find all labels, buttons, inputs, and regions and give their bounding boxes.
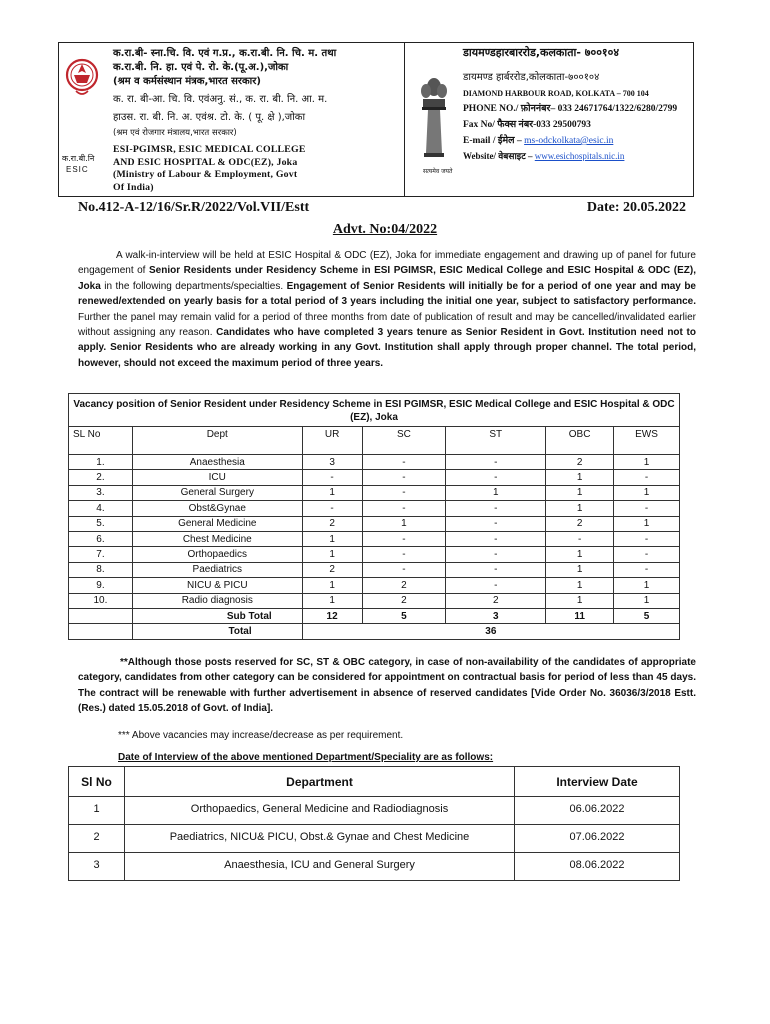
table-cell: 2 [546, 455, 614, 470]
logo-text: ESIC [66, 165, 89, 174]
email-separator: – [514, 136, 525, 146]
col-header: Department [125, 767, 515, 797]
table-cell: - [302, 470, 362, 485]
table-cell: - [446, 547, 546, 562]
table-cell: 1 [546, 578, 614, 593]
email-link[interactable]: ms-odckolkata@esic.in [524, 136, 614, 146]
table-row [69, 547, 680, 562]
esic-logo-icon [65, 55, 99, 103]
table-cell: 1 [546, 470, 614, 485]
intro-bold-2: Engagement of Senior Residents will initially be for a period of one year and may be renewed/extended on yearly basis for a total period of 3 years including the initial one year, subject to satisfactory performance. [78, 280, 696, 308]
table-cell: - [362, 470, 446, 485]
table-cell: 1 [302, 531, 362, 546]
table-cell: 1 [446, 485, 546, 500]
vacancy-header-row [69, 427, 680, 455]
table-cell: 2 [446, 593, 546, 608]
table-row [69, 578, 680, 593]
total-value: 36 [302, 624, 679, 639]
table-cell: 1 [614, 578, 680, 593]
hindi-line-5: हाउस. रा. बी. नि. अ. एवंश्र. टो. के. ( पू. क्षे ),जोका [113, 112, 306, 123]
table-cell: 3 [302, 455, 362, 470]
letterhead [58, 42, 694, 197]
phone-line [463, 101, 677, 114]
table-cell: - [546, 531, 614, 546]
issue-date: Date: 20.05.2022 [586, 200, 686, 215]
intro-text-2: in the following departments/specialties. [100, 280, 287, 292]
table-cell: 1 [302, 578, 362, 593]
col-header: SL No [69, 427, 133, 455]
website-separator: – [525, 151, 535, 161]
col-header: Interview Date [515, 767, 680, 797]
table-cell: 2 [362, 593, 446, 608]
institute-line-3: (Ministry of Labour & Employment, Govt [113, 169, 298, 180]
table-cell: Anaesthesia [132, 455, 302, 470]
vacancy-caption: Vacancy position of Senior Resident under Residency Scheme in ESI PGIMSR, ESIC Medical College and ESIC Hospital & ODC (EZ), Joka [69, 394, 680, 427]
fax-line [463, 117, 591, 130]
col-header: ST [446, 427, 546, 455]
table-cell: 3. [69, 485, 133, 500]
table-cell: - [446, 455, 546, 470]
interview-table [68, 766, 680, 881]
table-cell: - [302, 501, 362, 516]
subtotal-st: 3 [446, 608, 546, 623]
table-row [69, 853, 680, 881]
table-cell: 07.06.2022 [515, 825, 680, 853]
table-row [69, 501, 680, 516]
table-cell: 4. [69, 501, 133, 516]
table-cell: - [614, 547, 680, 562]
col-header: EWS [614, 427, 680, 455]
table-cell: 2 [302, 516, 362, 531]
fax-label: Fax No/ फैक्स नंबर [463, 120, 534, 130]
address-english: DIAMOND HARBOUR ROAD, KOLKATA – 700 104 [463, 89, 649, 98]
table-cell: - [362, 562, 446, 577]
col-header: UR [302, 427, 362, 455]
table-cell: - [446, 578, 546, 593]
table-row [69, 593, 680, 608]
intro-bold-1: Senior Residents under Residency Scheme in ESI PGIMSR, ESIC Medical College and ESIC Hospital & ODC (EZ), Joka [78, 265, 696, 292]
institute-line-4: Of India) [113, 181, 154, 193]
table-cell [69, 624, 133, 639]
table-cell: 2 [362, 578, 446, 593]
table-cell: - [614, 470, 680, 485]
col-header: SC [362, 427, 446, 455]
table-cell: - [362, 485, 446, 500]
table-cell: 5. [69, 516, 133, 531]
table-cell: Obst&Gynae [132, 501, 302, 516]
hindi-line-1: क.रा.बी- स्ना.चि. वि. एवं ग.प्र., क.रा.बी. नि. चि. म. तथा [113, 48, 337, 59]
table-cell: General Surgery [132, 485, 302, 500]
subtotal-ews: 5 [614, 608, 680, 623]
table-cell: 1 [546, 485, 614, 500]
hindi-line-2: क.रा.बी. नि. हा. एवं पे. रो. के.(पू.अ.),जोका [113, 62, 289, 73]
address-hindi: डायमण्ड हार्बररोड,कोलकाता-७००१०४ [463, 72, 600, 83]
reference-number: No.412-A-12/16/Sr.R/2022/Vol.VII/Estt [78, 200, 310, 215]
hindi-line-6: (श्रम एवं रोजगार मंत्रालय,भारत सरकार) [113, 128, 237, 138]
table-cell: - [614, 531, 680, 546]
table-cell: 1 [614, 593, 680, 608]
table-cell: 1 [614, 455, 680, 470]
table-cell: - [362, 501, 446, 516]
table-row [69, 470, 680, 485]
table-cell: 1 [302, 593, 362, 608]
table-cell: 1 [362, 516, 446, 531]
subtotal-obc: 11 [546, 608, 614, 623]
table-cell: Radio diagnosis [132, 593, 302, 608]
table-cell: Orthopaedics [132, 547, 302, 562]
vacancy-change-note: *** Above vacancies may increase/decrease as per requirement. [118, 730, 404, 741]
col-header: Dept [132, 427, 302, 455]
table-cell: Orthopaedics, General Medicine and Radiodiagnosis [125, 797, 515, 825]
table-cell: 1 [302, 485, 362, 500]
table-row [69, 562, 680, 577]
hindi-line-3: (श्रम व कर्मसंस्थान मंत्रक,भारत सरकार) [113, 76, 261, 87]
reserved-posts-note: **Although those posts reserved for SC, ST & OBC category, in case of non-availability of the candidates of appropriate category, candidates from other category can be considered for appointment on contractual basis for period of less than 45 days. The contract will be renewable with further advertisement in absence of reserved candidates [Vide Order No. 36036/3/2018 Estt. (Res.) dated 15.05.2018 of Govt. of India]. [78, 657, 696, 715]
intro-bold-3: Candidates who have completed 3 years tenure as Senior Resident in Govt. Institution need not to apply. Senior Residents who are already working in any Govt. Institution shall apply through proper channel. The total period, however, should not exceed the maximum period of three years. [78, 327, 696, 369]
address-bengali: डायमण्डहारबाररोड,कलकाता- ७००१०४ [463, 46, 620, 59]
table-cell: 2 [302, 562, 362, 577]
table-cell: - [614, 562, 680, 577]
advertisement-number [0, 222, 770, 238]
table-cell: 6. [69, 531, 133, 546]
table-cell: 2. [69, 470, 133, 485]
table-cell: - [446, 501, 546, 516]
table-row [69, 531, 680, 546]
table-cell: Chest Medicine [132, 531, 302, 546]
letterhead-left [105, 43, 405, 196]
institute-line-2: AND ESIC HOSPITAL & ODC(EZ), Joka [113, 156, 298, 168]
website-label: Website/ वेबसाइट [463, 151, 526, 161]
col-header: OBC [546, 427, 614, 455]
table-cell: - [446, 470, 546, 485]
table-cell: 9. [69, 578, 133, 593]
intro-text-1: A walk-in-interview will be held at ESIC Hospital & ODC (EZ), Joka for immediate engagement and drawing up of panel for future engagement of [78, 250, 696, 277]
table-cell: - [446, 562, 546, 577]
table-cell: 1 [546, 593, 614, 608]
table-cell: 1 [614, 516, 680, 531]
table-cell: 8. [69, 562, 133, 577]
phone-label: PHONE NO./ फ़ोननंबर [463, 104, 551, 114]
website-link[interactable]: www.esichospitals.nic.in [534, 151, 625, 161]
table-cell: 08.06.2022 [515, 853, 680, 881]
table-cell: 2 [69, 825, 125, 853]
table-cell: 10. [69, 593, 133, 608]
table-row [69, 797, 680, 825]
table-cell: Anaesthesia, ICU and General Surgery [125, 853, 515, 881]
intro-text-3: Further the panel may remain valid for a period of three months from date of publication of result and may be cancelled/invalidated earlier without assigning any reason. [78, 311, 696, 339]
table-cell: 1 [302, 547, 362, 562]
table-cell: ICU [132, 470, 302, 485]
subtotal-row [69, 608, 680, 623]
intro-paragraph [78, 248, 696, 371]
table-cell: Paediatrics [132, 562, 302, 577]
total-label: Total [132, 624, 302, 639]
table-cell: NICU & PICU [132, 578, 302, 593]
table-cell: 1 [546, 562, 614, 577]
table-cell: - [446, 531, 546, 546]
advt-text: Advt. No:04/2022 [332, 222, 438, 237]
table-row [69, 485, 680, 500]
table-cell: - [362, 547, 446, 562]
table-cell: 1 [614, 485, 680, 500]
fax-value: -033 29500793 [533, 120, 591, 130]
col-header: Sl No [69, 767, 125, 797]
table-cell: 7. [69, 547, 133, 562]
email-line [463, 133, 613, 146]
table-cell: 2 [546, 516, 614, 531]
ashoka-emblem-icon [419, 73, 449, 163]
national-emblem [405, 43, 461, 196]
table-cell: 1 [69, 797, 125, 825]
total-row [69, 624, 680, 639]
email-label: E-mail / ईमेल [463, 136, 515, 146]
table-cell: Paediatrics, NICU& PICU, Obst.& Gynae and Chest Medicine [125, 825, 515, 853]
table-cell: - [614, 501, 680, 516]
table-cell: 1 [546, 547, 614, 562]
vacancy-table [68, 393, 680, 640]
table-cell [69, 608, 133, 623]
table-row [69, 516, 680, 531]
table-row [69, 825, 680, 853]
subtotal-ur: 12 [302, 608, 362, 623]
phone-value: – 033 24671764/1322/6280/2799 [550, 104, 678, 114]
logo-hindi: क.रा.बी.नि [62, 154, 95, 163]
table-row [69, 455, 680, 470]
table-cell: - [362, 455, 446, 470]
table-cell: 1 [546, 501, 614, 516]
table-cell: - [446, 516, 546, 531]
emblem-caption: सत्यमेव जयते [423, 168, 453, 175]
hindi-line-4: क. रा. बी-आ. चि. वि. एवंअनु. सं., क. रा. बी. नि. आ. म. [113, 94, 328, 105]
institute-name [113, 144, 306, 194]
esic-logo-cell [59, 43, 105, 196]
subtotal-sc: 5 [362, 608, 446, 623]
website-line [463, 149, 624, 162]
table-cell: 1. [69, 455, 133, 470]
table-cell: - [362, 531, 446, 546]
table-cell: General Medicine [132, 516, 302, 531]
letterhead-right [405, 43, 695, 196]
institute-line-1: ESI-PGIMSR, ESIC MEDICAL COLLEGE [113, 144, 306, 155]
subtotal-label: Sub Total [132, 608, 302, 623]
table-cell: 06.06.2022 [515, 797, 680, 825]
interview-heading: Date of Interview of the above mentioned Department/Speciality are as follows: [118, 752, 494, 763]
interview-header-row [69, 767, 680, 797]
table-cell: 3 [69, 853, 125, 881]
